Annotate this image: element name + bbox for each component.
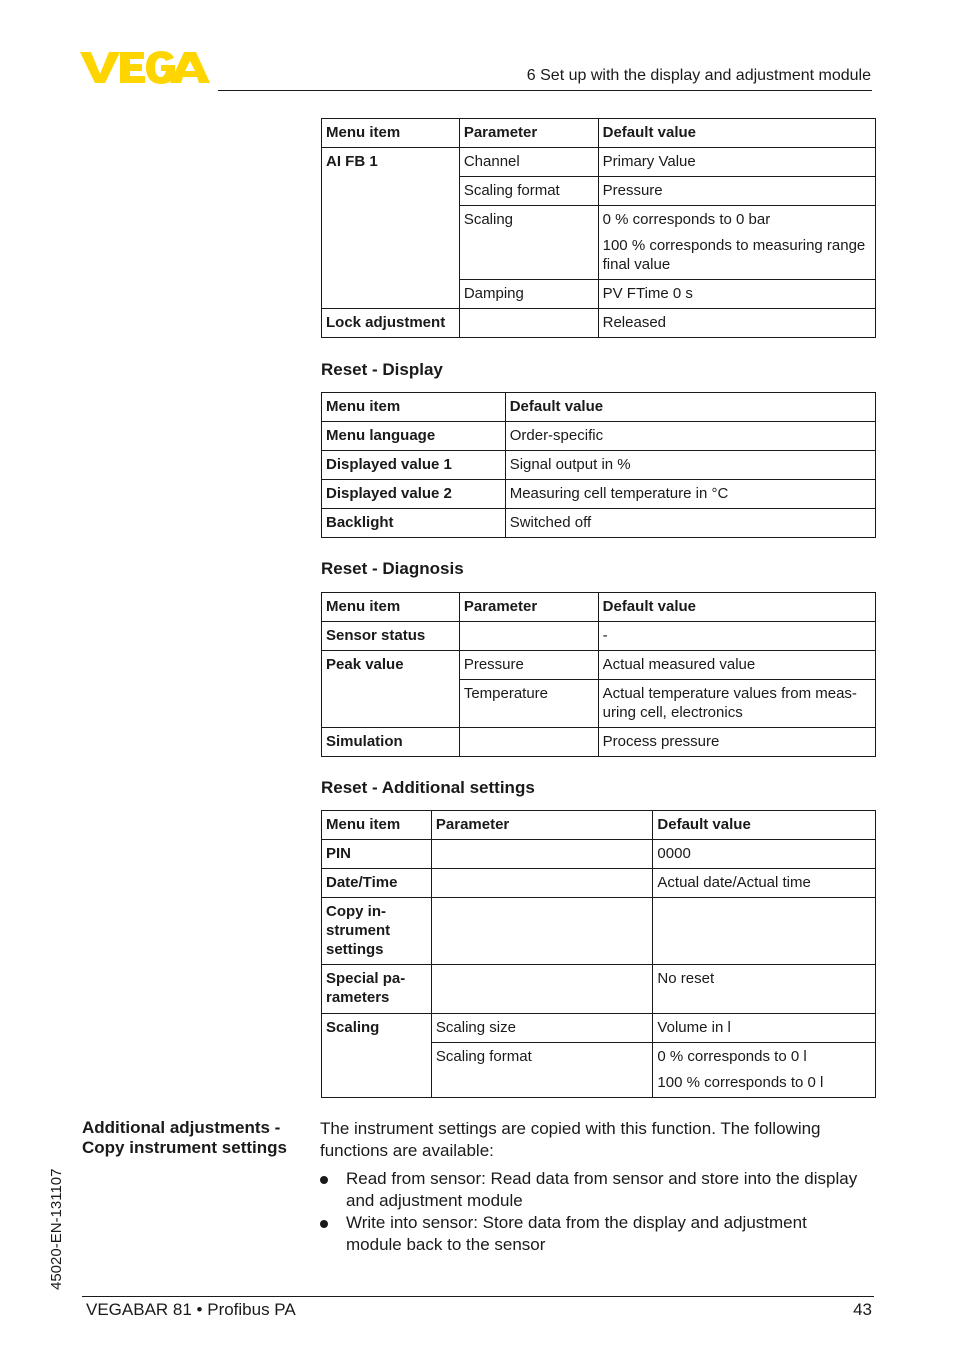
parameter-cell: Pressure (459, 651, 598, 680)
table-row (322, 728, 876, 757)
parameter-cell: Damping (459, 280, 598, 309)
column-header: Menu item (322, 393, 506, 422)
default-value-cell (653, 898, 876, 965)
table-header-row (322, 593, 876, 622)
footer-divider (82, 1296, 874, 1297)
column-header: Default value (598, 119, 875, 148)
column-header: Parameter (459, 593, 598, 622)
footer-product: VEGABAR 81 • Profibus PA (86, 1300, 296, 1319)
default-value-cell: Process pressure (598, 728, 875, 757)
reset-additional-heading: Reset - Additional settings (321, 778, 535, 797)
side-heading-line: Copy instrument settings (82, 1138, 287, 1157)
column-header: Menu item (322, 119, 460, 148)
document-code: 45020-EN-131107 (48, 1168, 65, 1290)
default-value-cell: No reset (653, 965, 876, 1014)
table-header-row (322, 119, 876, 148)
menu-item-cell: Peak value (322, 651, 460, 728)
vega-logo (80, 50, 212, 84)
value-line: 100 % corresponds to 0 l (657, 1074, 824, 1091)
column-header: Parameter (431, 811, 653, 840)
function-list (320, 1168, 865, 1256)
default-value-cell: 0000 (653, 840, 876, 869)
parameter-cell (459, 728, 598, 757)
table-row (322, 509, 876, 538)
table-header-row (322, 811, 876, 840)
table-row (322, 898, 876, 965)
parameter-cell: Temperature (459, 680, 598, 728)
default-value-cell: Measuring cell temperature in °C (505, 480, 875, 509)
menu-item-cell: Lock adjustment (322, 309, 460, 338)
default-value-cell: Pressure (598, 177, 875, 206)
menu-item-cell: Displayed value 1 (322, 451, 506, 480)
parameter-cell: Scaling format (431, 1043, 653, 1098)
table-row (322, 965, 876, 1014)
reset-additional-table (321, 810, 876, 1098)
reset-diagnosis-table (321, 592, 876, 757)
table-row (322, 148, 876, 177)
table-row (322, 451, 876, 480)
value-line: 0 % corresponds to 0 bar (602, 211, 771, 228)
parameter-cell: Scaling (459, 206, 598, 280)
menu-item-cell: Menu language (322, 422, 506, 451)
parameter-cell (431, 965, 653, 1014)
parameter-cell (431, 898, 653, 965)
reset-diagnosis-heading: Reset - Diagnosis (321, 559, 464, 578)
list-item-text: Read from sensor: Read data from sensor and store into the display and adjustment module (346, 1169, 858, 1210)
copy-settings-body (320, 1118, 865, 1256)
menu-item-cell: Displayed value 2 (322, 480, 506, 509)
default-value-cell: PV FTime 0 s (598, 280, 875, 309)
default-value-cell: Order-specific (505, 422, 875, 451)
table-row (322, 1014, 876, 1043)
default-value-cell: Released (598, 309, 875, 338)
table-row (322, 869, 876, 898)
table-row (322, 422, 876, 451)
list-item (320, 1168, 865, 1212)
default-value-cell (653, 1043, 876, 1098)
section-title: 6 Set up with the display and adjustment module (526, 67, 871, 84)
default-value-cell: Actual date/Actual time (653, 869, 876, 898)
page-number: 43 (853, 1300, 872, 1319)
table-row (322, 622, 876, 651)
parameter-cell (459, 309, 598, 338)
default-value-cell: Volume in l (653, 1014, 876, 1043)
header-divider (218, 90, 872, 91)
menu-item-cell: Scaling (322, 1014, 432, 1098)
default-value-cell: Actual measured value (598, 651, 875, 680)
copy-settings-side-heading (82, 1118, 312, 1158)
default-value-cell: Signal output in % (505, 451, 875, 480)
default-value-cell (598, 206, 875, 280)
menu-item-cell: Sensor status (322, 622, 460, 651)
column-header: Default value (505, 393, 875, 422)
parameter-cell: Channel (459, 148, 598, 177)
parameter-cell: Scaling format (459, 177, 598, 206)
column-header: Default value (598, 593, 875, 622)
column-header: Parameter (459, 119, 598, 148)
menu-item-cell: Backlight (322, 509, 506, 538)
list-item-text: Write into sensor: Store data from the display and adjustment module back to the sensor (346, 1213, 807, 1254)
menu-item-cell: PIN (322, 840, 432, 869)
table-header-row (322, 393, 876, 422)
table-row (322, 840, 876, 869)
menu-item-cell: Date/Time (322, 869, 432, 898)
column-header: Menu item (322, 593, 460, 622)
value-line: 0 % corresponds to 0 l (657, 1048, 807, 1065)
default-value-cell: Primary Value (598, 148, 875, 177)
bullet-icon (320, 1176, 328, 1184)
default-value-cell: - (598, 622, 875, 651)
parameter-cell: Scaling size (431, 1014, 653, 1043)
menu-item-cell: Copy in-strument settings (322, 898, 432, 965)
parameter-cell (431, 869, 653, 898)
default-value-cell: Switched off (505, 509, 875, 538)
table-row (322, 480, 876, 509)
table-row (322, 309, 876, 338)
menu-item-cell: Special pa-rameters (322, 965, 432, 1014)
ai-fb-table (321, 118, 876, 338)
menu-item-cell: AI FB 1 (322, 148, 460, 309)
intro-paragraph: The instrument settings are copied with this function. The following functions are available: (320, 1119, 821, 1160)
column-header: Menu item (322, 811, 432, 840)
menu-item-cell: Simulation (322, 728, 460, 757)
reset-display-heading: Reset - Display (321, 360, 443, 379)
side-heading-line: Additional adjustments - (82, 1118, 281, 1137)
default-value-cell: Actual temperature values from meas-uring cell, electronics (598, 680, 875, 728)
list-item (320, 1212, 865, 1256)
parameter-cell (431, 840, 653, 869)
column-header: Default value (653, 811, 876, 840)
value-line: 100 % corresponds to measuring range final value (602, 237, 866, 273)
parameter-cell (459, 622, 598, 651)
reset-display-table (321, 392, 876, 538)
table-row (322, 651, 876, 680)
bullet-icon (320, 1220, 328, 1228)
